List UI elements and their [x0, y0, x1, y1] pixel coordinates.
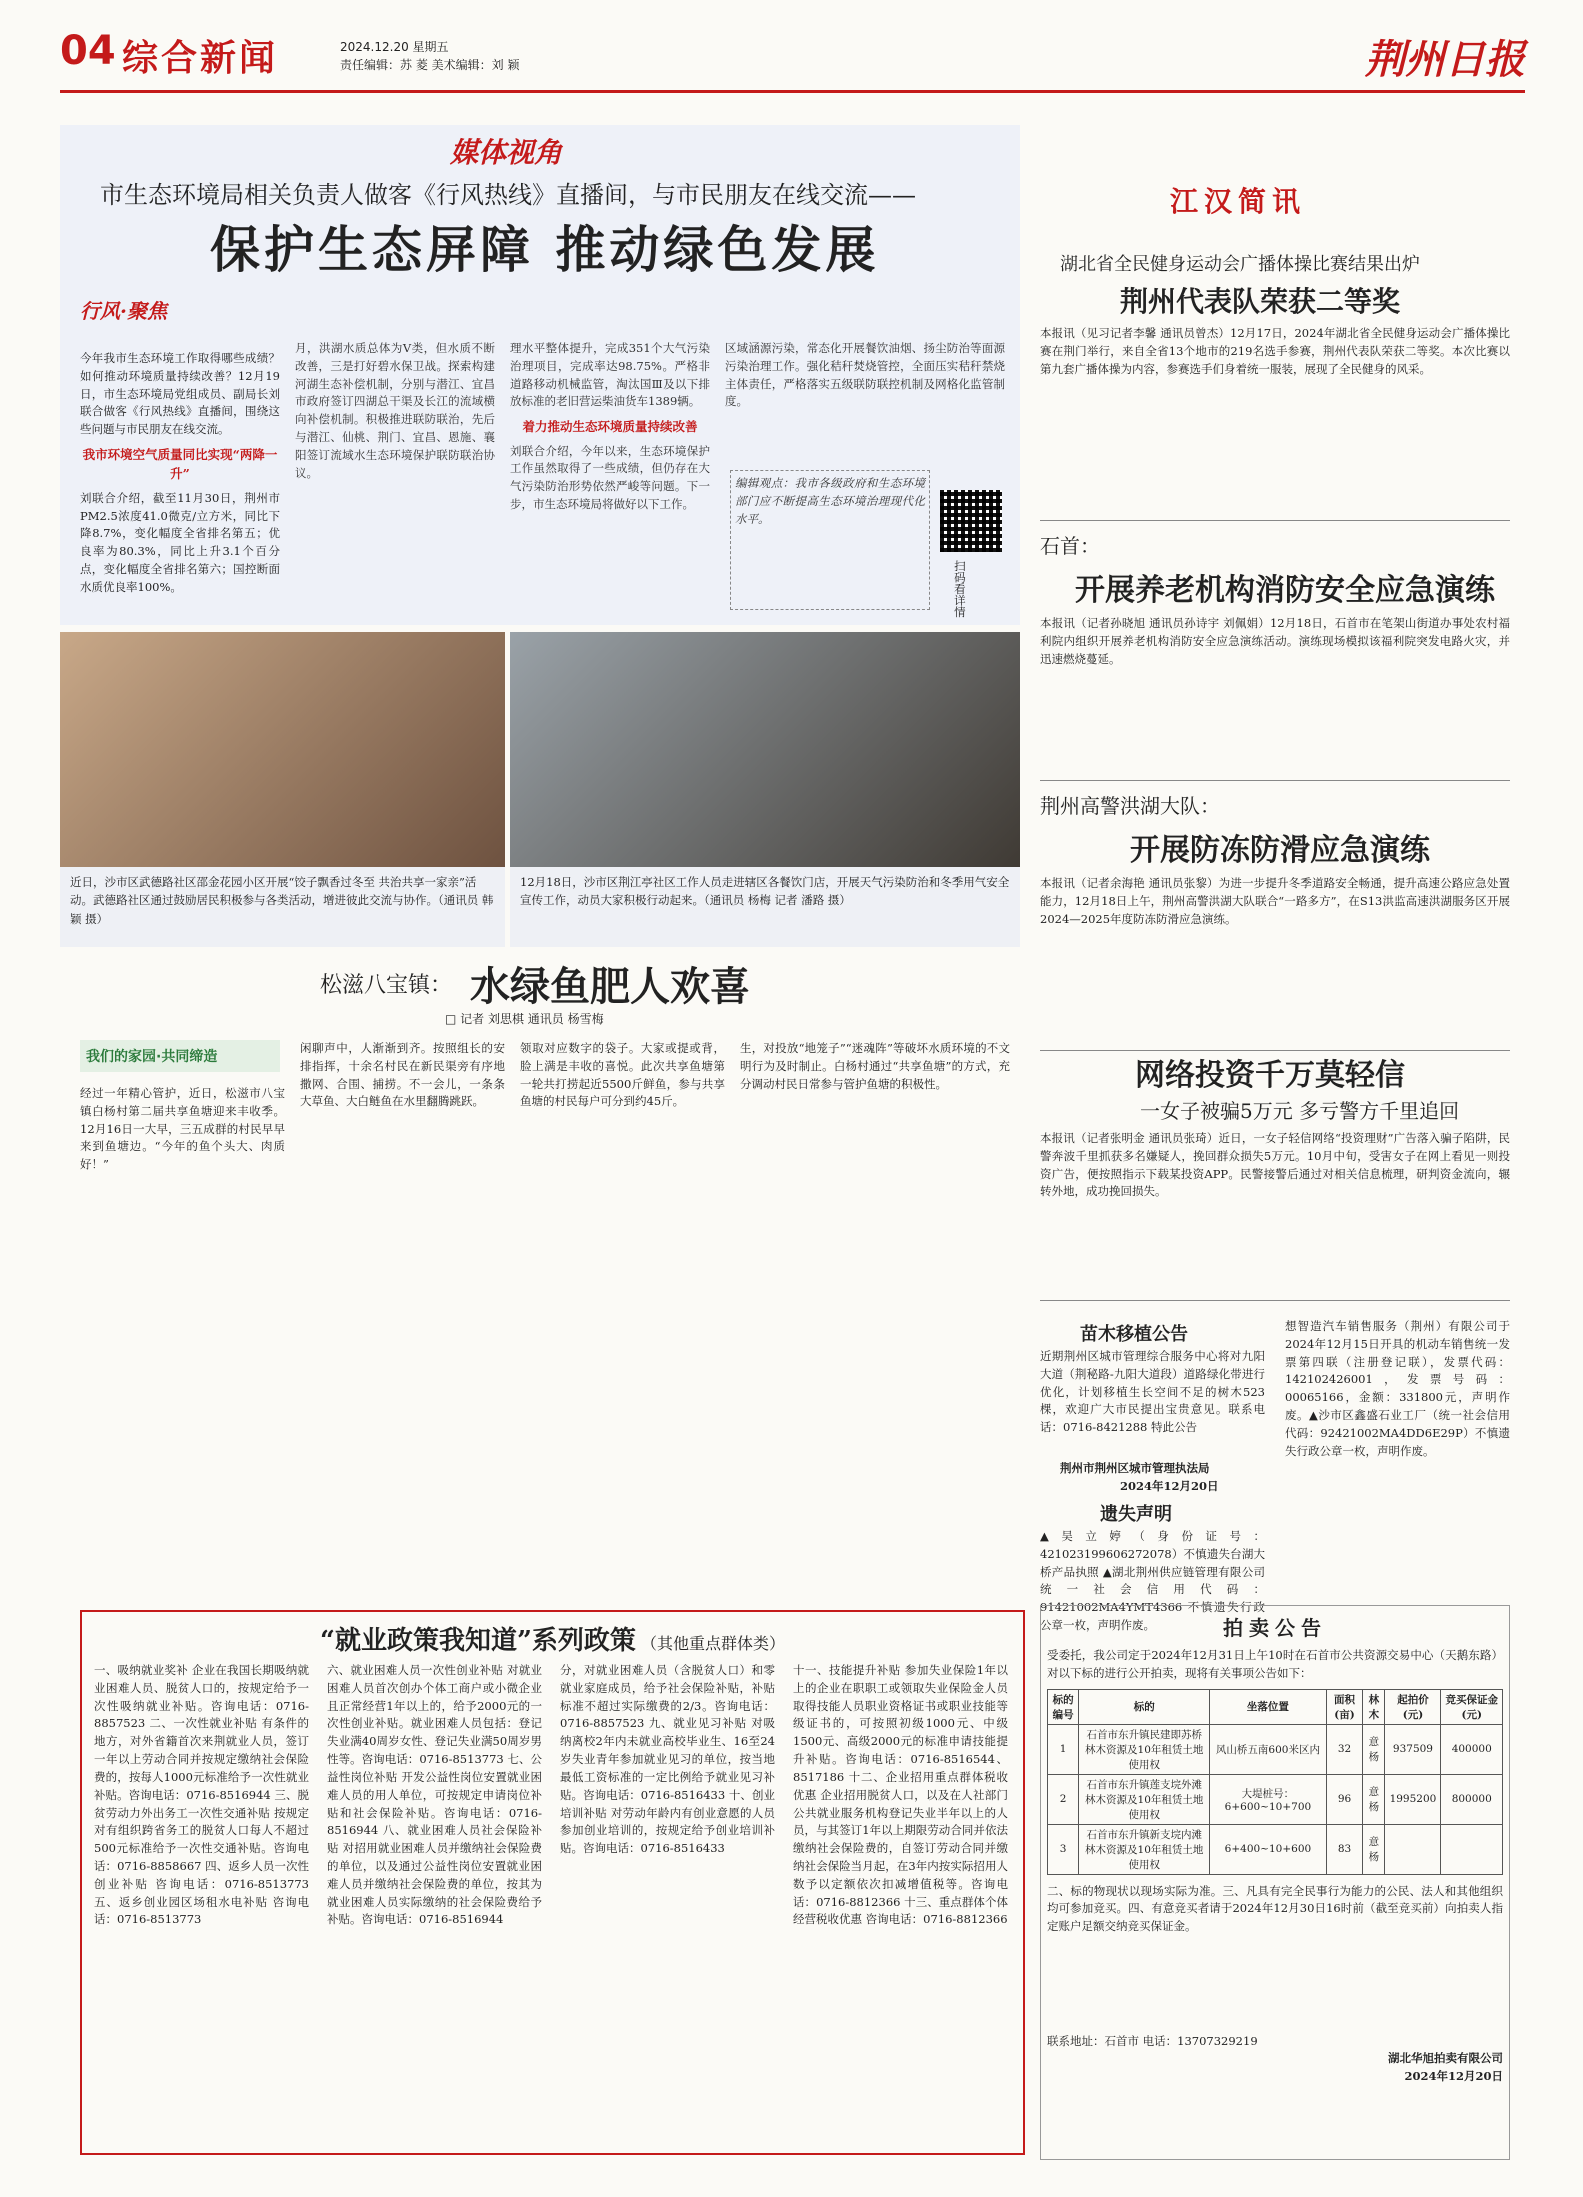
media-col-1: [80, 350, 280, 597]
media-col-4: 区域涵源污染，常态化开展餐饮油烟、扬尘防治等面源污染治理工作。强化秸秆焚烧管控，全面压实秸秆禁烧主体责任，严格落实五级联防联控机制及网格化监管制度。: [725, 341, 1005, 409]
page-number: 04: [60, 28, 116, 74]
auction-cell: 2: [1048, 1774, 1079, 1824]
brief-1-kicker: 湖北省全民健身运动会广播体操比赛结果出炉: [1060, 254, 1420, 275]
auction-cell: 意杨: [1363, 1824, 1385, 1874]
table-row: [1048, 1774, 1503, 1824]
auction-table: [1047, 1689, 1503, 1875]
auction-cell: [1441, 1824, 1503, 1874]
auction-cell: 3: [1048, 1824, 1079, 1874]
auction-notes: 二、标的物现状以现场实际为准。三、凡具有完全民事行为能力的公民、法人和其他组织均可参加竞买。四、有意竞买者请于2024年12月30日16时前（截至竞买前）向拍卖人指定账户足额交纳竞买保证金。: [1047, 1883, 1503, 1934]
section-title: 综合新闻: [122, 38, 279, 79]
auction-header-cell: 面积(亩): [1326, 1689, 1363, 1724]
brief-4-body: 本报讯（记者张明金 通讯员张琦）近日，一女子轻信网络“投资理财”广告落入骗子陷阱，民警奔波千里抓获多名嫌疑人，挽回群众损失5万元。10月中旬，受害女子在网上看见一则投资广告，便按照指示下载某投资APP。民警接警后通过对相关信息梳理，研判资金流向，辗转外地，成功挽回损失。: [1040, 1131, 1510, 1199]
policy-col-4: 十一、技能提升补贴 参加失业保险1年以上的企业在职职工或领取失业保险金人员取得技能人员职业资格证书或职业技能等级证书的，可按照初级1000元、中级1500元、高级2000元的标准申请技能提升补贴。咨询电话：0716-8516544、8517186 十二、企业招用重点群体税收优惠 企业招用脱贫人口，以及在人社部门公共就业服务机构登记失业半年以上的人员，与其签订1年以上期限劳动合同并依法缴纳社会保险费的，自签订劳动合同并缴纳社会保险当月起，在3年内按实际招用人数予以定额依次扣减增值税等。咨询电话：0716-8812366 十三、重点群体个体经营税收优惠 咨询电话：0716-8812366: [793, 1663, 1008, 1927]
brief-4-subhead: 一女子被骗5万元 多亏警方千里追回: [1140, 1099, 1460, 1123]
auction-cell: 83: [1326, 1824, 1363, 1874]
songzi-col-2: 闲聊声中，人渐渐到齐。按照组长的安排指挥，十余名村民在新民渠旁有序地撒网、合围、捕捞。不一会儿，一条条大草鱼、大白鲢鱼在水里翻腾跳跃。: [300, 1041, 505, 1109]
auction-company: 湖北华旭拍卖有限公司: [1388, 2051, 1503, 2066]
media-note: 编辑观点：我市各级政府和生态环境部门应不断提高生态环境治理现代化水平。: [730, 470, 930, 610]
photo-right-caption: 12月18日，沙市区荆江亭社区工作人员走进辖区各餐饮门店，开展天气污染防治和冬季用气安全宣传工作，动员大家积极行动起来。（通讯员 杨梅 记者 潘路 摄）: [510, 867, 1020, 947]
auction-header-cell: 坐落位置: [1210, 1689, 1327, 1724]
photo-restaurant: [510, 632, 1020, 867]
auction-header-cell: 标的编号: [1048, 1689, 1079, 1724]
media-h2: 着力推动生态环境质量持续改善: [522, 419, 698, 435]
media-col-2: 月，洪湖水质总体为Ⅴ类，但水质不断改善，三是打好碧水保卫战。探索构建河湖生态补偿机制，分别与潜江、宜昌市政府签订四湖总干渠及长江的流域横向补偿机制。积极推进联防联治，先后与潜江、仙桃、荆门、宜昌、恩施、襄阳签订流域水生态环境保护联防联治协议。: [295, 341, 495, 480]
notice-3-body: 想智造汽车销售服务（荆州）有限公司于2024年12月15日开具的机动车销售统一发票第四联（注册登记联），发票代码：142102426001，发票号码：00065166，金额：331800元，声明作废。▲沙市区鑫盛石业工厂（统一社会信用代码：92421002MA4DD6E29P）不慎遗失行政公章一枚，声明作废。: [1285, 1319, 1510, 1458]
notice-1-sign: 荆州市荆州区城市管理执法局: [1060, 1461, 1210, 1475]
policy-title-note: （其他重点群体类）: [641, 1634, 786, 1653]
brief-divider-2: [1040, 780, 1510, 781]
notice-1-title: 苗木移植公告: [1080, 1324, 1188, 1345]
scan-label: 扫码看详情: [952, 560, 967, 618]
auction-title: 拍卖公告: [1223, 1616, 1327, 1640]
issue-date: 2024.12.20 星期五: [340, 40, 449, 54]
auction-cell: 1: [1048, 1724, 1079, 1774]
songzi-col-3: 领取对应数字的袋子。大家或提或背，脸上满是丰收的喜悦。此次共享鱼塘第一轮共打捞起近5500斤鲜鱼，参与共享鱼塘的村民每户可分到约45斤。: [520, 1041, 725, 1109]
brief-3-body: 本报讯（记者余海艳 通讯员张黎）为进一步提升冬季道路安全畅通，提升高速公路应急处置能力，12月18日上午，荆州高警洪湖大队联合“一路多方”，在S13洪监高速洪湖服务区开展2024—2025年度防冻防滑应急演练。: [1040, 876, 1510, 926]
auction-cell: 6+400~10+600: [1210, 1824, 1327, 1874]
policy-col-3: 分，对就业困难人员（含脱贫人口）和零就业家庭成员，给予社会保险补贴，补贴标准不超过实际缴费的2/3。咨询电话：0716-8857523 九、就业见习补贴 对吸纳离校2年内未就业高校毕业生、16至24岁失业青年参加就业见习的单位，按当地最低工资标准的一定比例给予就业见习补贴。咨询电话：0716-8516433 十、创业培训补贴 对劳动年龄内有创业意愿的人员参加创业培训的，按规定给予创业培训补贴。咨询电话：0716-8516433: [560, 1663, 775, 1856]
auction-cell: 大堤桩号：6+600~10+700: [1210, 1774, 1327, 1824]
brief-4-head: 网络投资千万莫轻信: [1135, 1058, 1405, 1093]
notice-2-title: 遗失声明: [1100, 1504, 1172, 1525]
media-col-3: 理水平整体提升，完成351个大气污染治理项目，完成率达98.75%。严格非道路移动机械监管，淘汰国Ⅲ及以下排放标准的老旧营运柴油货车1389辆。 着力推动生态环境质量持续改善 刘联合介绍，今年以来，生态环境保护工作虽然取得了一些成绩，但仍存在大气污染防治形势依然严峻等问题。下一步，市生态环境局将做好以下工作。: [510, 340, 710, 610]
brief-1-head: 荆州代表队荣获二等奖: [1120, 285, 1401, 318]
auction-cell: 意杨: [1363, 1774, 1385, 1824]
photo-dumplings: [60, 632, 505, 867]
auction-cell: 石首市东升镇民建即苏桥林木资源及10年租赁土地使用权: [1079, 1724, 1210, 1774]
table-row: [1048, 1724, 1503, 1774]
auction-section: [1040, 1605, 1510, 2160]
brief-2-body: 本报讯（记者孙晓旭 通讯员孙诗宇 刘佩娟）12月18日，石首市在笔架山街道办事处农村福利院内组织开展养老机构消防安全应急演练活动。演练现场模拟该福利院突发电路火灾，并迅速燃烧蔓延。: [1040, 616, 1510, 666]
media-headline: 保护生态屏障 推动绿色发展: [210, 220, 880, 279]
policy-title-wrap: [90, 1620, 1015, 1657]
newspaper-logo: 荆州日报: [1365, 36, 1525, 83]
notice-1-body: 近期荆州区城市管理综合服务中心将对九阳大道（荆秘路-九阳大道段）道路绿化带进行优化，计划移植生长空间不足的树木523棵，欢迎广大市民提出宝贵意见。联系电话：0716-8421288 特此公告: [1040, 1349, 1265, 1435]
policy-col-1: 一、吸纳就业奖补 企业在我国长期吸纳就业困难人员、脱贫人口的，按规定给予一次性吸纳就业补贴。咨询电话：0716-8857523 二、一次性就业补贴 有条件的地方，对外省籍首次来荆就业人员，签订一年以上劳动合同并按规定缴纳社会保险费的，按每人1000元标准给予一次性就业补贴。咨询电话：0716-8516944 三、脱贫劳动力外出务工一次性交通补贴 按规定对有组织跨省务工的脱贫人口每人不超过500元标准给予一次性交通补贴。咨询电话：0716-8858667 四、返乡人员一次性创业补贴 咨询电话：0716-8513773 五、返乡创业园区场租水电补贴 咨询电话：0716-8513773: [94, 1663, 309, 1927]
brief-2-head: 开展养老机构消防安全应急演练: [1075, 573, 1495, 608]
policy-title: “就业政策我知道”系列政策: [319, 1626, 636, 1656]
masthead-rule: [60, 90, 1525, 93]
notice-1-date: 2024年12月20日: [1120, 1479, 1219, 1493]
auction-header-cell: 林木: [1363, 1689, 1385, 1724]
hotline-logo: 行风·聚焦: [80, 299, 167, 323]
media-p1: 刘联合介绍，截至11月30日，荆州市PM2.5浓度41.0微克/立方米，同比下降8.7%，变化幅度全省排名第五；优良率为80.3%，同比上升3.1个百分点，变化幅度全省排名第六；国控断面水质优良率100%。: [80, 490, 280, 594]
media-lead: 今年我市生态环境工作取得哪些成绩？如何推动环境质量持续改善？12月19日，市生态环境局党组成员、副局长刘联合做客《行风热线》直播间，围绕这些问题与市民朋友在线交流。: [80, 351, 280, 437]
auction-contact: 联系地址：石首市 电话：13707329219: [1047, 2033, 1258, 2048]
auction-cell: 1995200: [1385, 1774, 1441, 1824]
auction-date: 2024年12月20日: [1404, 2069, 1503, 2084]
media-badge: 媒体视角: [450, 136, 563, 169]
masthead: [60, 28, 1525, 88]
auction-intro: 受委托，我公司定于2024年12月31日上午10时在石首市公共资源交易中心（天鹅东路）对以下标的进行公开拍卖，现将有关事项公告如下：: [1047, 1648, 1503, 1680]
notice-2-body: ▲吴立婷（身份证号：421023199606272078）不慎遗失台湖大桥产品执照 ▲湖北荆州供应链管理有限公司 统一社会信用代码：91421002MA4YMT4366 不慎遗失行政公章一枚，声明作废。: [1040, 1529, 1265, 1633]
auction-header-cell: 起拍价(元): [1385, 1689, 1441, 1724]
policy-box: [80, 1610, 1025, 2155]
qr-code[interactable]: [940, 490, 1002, 552]
songzi-col-4: 生，对投放“地笼子”“迷魂阵”等破坏水质环境的不文明行为及时制止。白杨村通过“共享鱼塘”的方式，充分调动村民日常参与管护鱼塘的积极性。: [740, 1041, 1010, 1091]
songzi-byline: □ 记者 刘思棋 通讯员 杨雪梅: [445, 1012, 604, 1026]
auction-cell: 96: [1326, 1774, 1363, 1824]
songzi-col-1: 经过一年精心管护，近日，松滋市八宝镇白杨村第二届共享鱼塘迎来丰收季。12月16日一大早，三五成群的村民早早来到鱼塘边。“今年的鱼个头大、肉质好！”: [80, 1086, 285, 1172]
media-h1: 我市环境空气质量同比实现“两降一升”: [82, 447, 278, 482]
notices-rule: [1040, 1300, 1510, 1301]
auction-cell: 风山桥五南600米区内: [1210, 1724, 1327, 1774]
auction-cell: 石首市东升镇新支垸内滩林木资源及10年租赁土地使用权: [1079, 1824, 1210, 1874]
media-section: [60, 125, 1020, 625]
editors: 责任编辑：苏 菱 美术编辑：刘 颖: [340, 58, 520, 72]
brief-1-body: 本报讯（见习记者李馨 通讯员曾杰）12月17日，2024年湖北省全民健身运动会广播体操比赛在荆门举行，来自全省13个地市的219名选手参赛，荆州代表队荣获二等奖。本次比赛以第九套广播体操为内容，参赛选手们身着统一服装，展现了全民健身的风采。: [1040, 326, 1510, 376]
auction-cell: 400000: [1441, 1724, 1503, 1774]
auction-cell: [1385, 1824, 1441, 1874]
brief-3-kicker: 荆州高警洪湖大队：: [1040, 794, 1220, 818]
brief-3-head: 开展防冻防滑应急演练: [1130, 833, 1430, 868]
auction-cell: 800000: [1441, 1774, 1503, 1824]
auction-cell: 32: [1326, 1724, 1363, 1774]
media-p2: 刘联合介绍，今年以来，生态环境保护工作虽然取得了一些成绩，但仍存在大气污染防治形势依然严峻等问题。下一步，市生态环境局将做好以下工作。: [510, 443, 710, 512]
jianghan-badge: 江汉简讯: [1170, 185, 1307, 218]
policy-col-2: 六、就业困难人员一次性创业补贴 对就业困难人员首次创办个体工商户或小微企业且正常经营1年以上的，给予2000元的一次性创业补贴。就业困难人员包括：登记失业满40周岁女性、登记失业满50周岁男性等。咨询电话：0716-8513773 七、公益性岗位补贴 开发公益性岗位安置就业困难人员的用人单位，可按规定申请岗位补贴和社会保险补贴。咨询电话：0716-8516944 八、就业困难人员社会保险补贴 对招用就业困难人员并缴纳社会保险费的单位，以及通过公益性岗位安置就业困难人员并缴纳社会保险费的单位，按其为就业困难人员实际缴纳的社会保险费给予补贴。咨询电话：0716-8516944: [327, 1663, 542, 1927]
auction-header-cell: 竞买保证金(元): [1441, 1689, 1503, 1724]
media-subtitle: 市生态环境局相关负责人做客《行风热线》直播间，与市民朋友在线交流——: [100, 181, 916, 209]
auction-cell: 937509: [1385, 1724, 1441, 1774]
songzi-tag: 我们的家园·共同缔造: [80, 1040, 280, 1072]
table-row: [1048, 1824, 1503, 1874]
brief-2-kicker: 石首：: [1040, 534, 1100, 558]
auction-cell: 石首市东升镇莲支垸外滩林木资源及10年租赁土地使用权: [1079, 1774, 1210, 1824]
songzi-headline: 水绿鱼肥人欢喜: [470, 963, 750, 1010]
brief-divider-1: [1040, 520, 1510, 521]
photo-left-caption: 近日，沙市区武德路社区邵金花园小区开展“饺子飘香过冬至 共治共享一家亲”活动。武德路社区通过鼓励居民积极参与各类活动，增进彼此交流与协作。（通讯员 韩颖 摄）: [60, 867, 505, 947]
auction-cell: 意杨: [1363, 1724, 1385, 1774]
auction-header-cell: 标的: [1079, 1689, 1210, 1724]
songzi-kicker: 松滋八宝镇：: [320, 973, 453, 998]
